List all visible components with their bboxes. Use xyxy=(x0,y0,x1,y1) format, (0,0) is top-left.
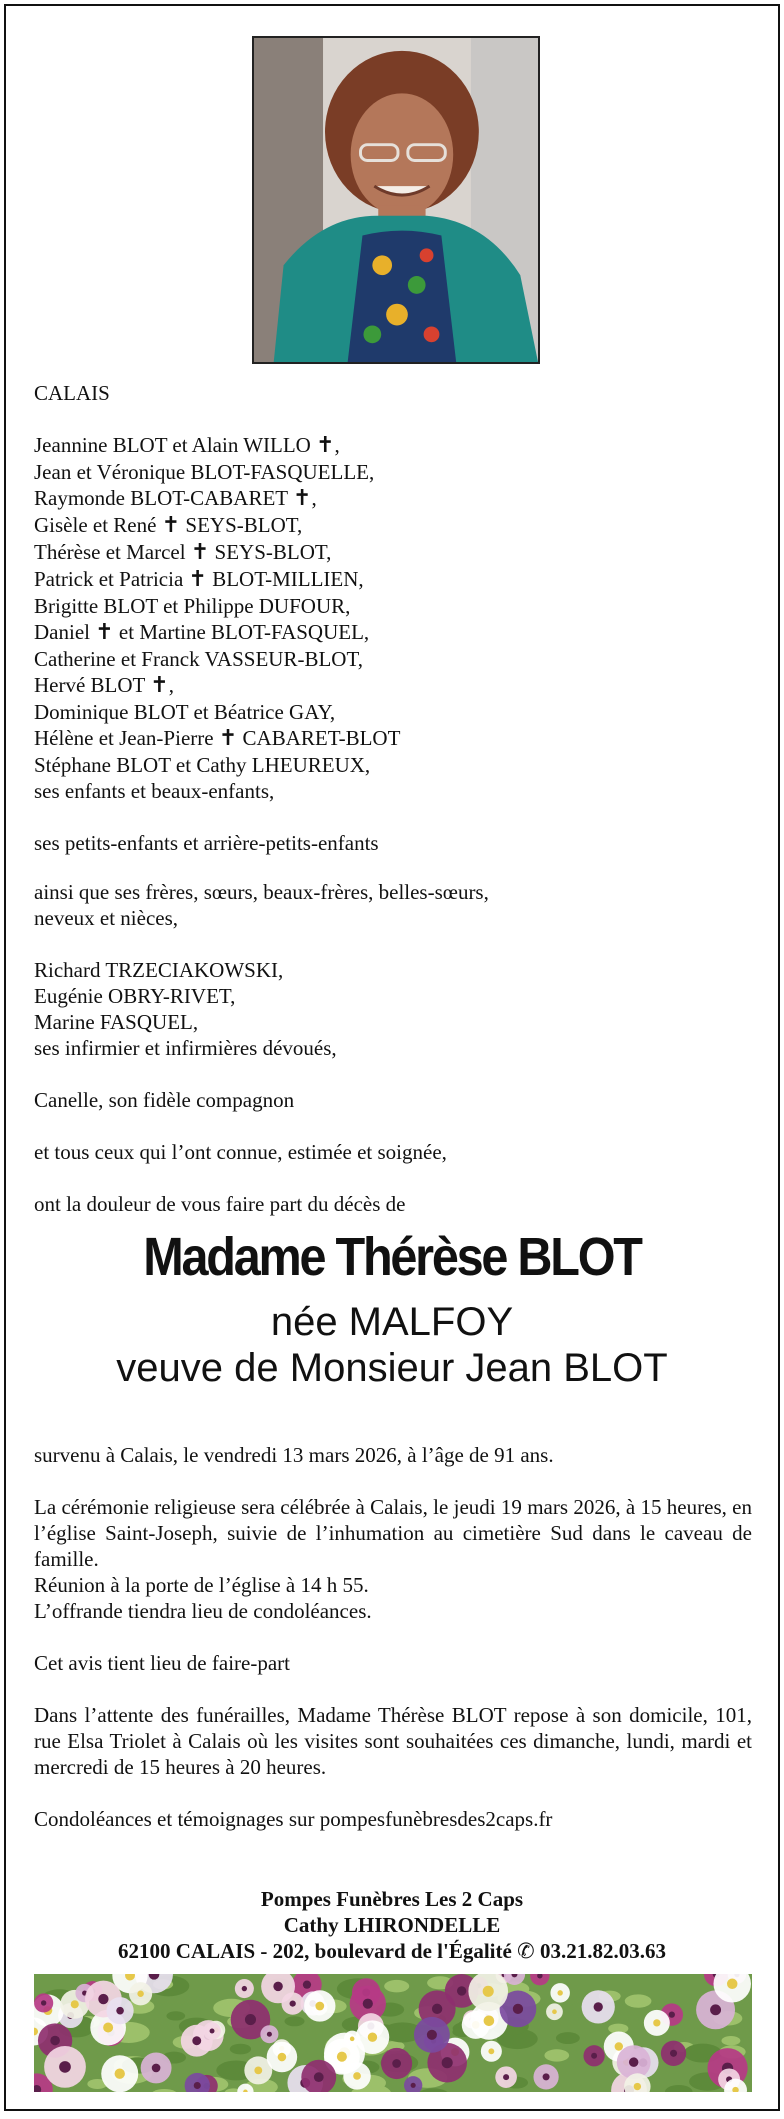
family-line xyxy=(34,778,752,804)
family-line xyxy=(34,619,752,646)
phone-icon: ✆ xyxy=(517,1939,535,1963)
announce-line: ont la douleur de vous faire part du décès de xyxy=(34,1192,406,1216)
cross-icon: ✝ xyxy=(188,567,207,592)
family-line-text: Raymonde BLOT-CABARET xyxy=(34,486,294,510)
companion-line: Canelle, son fidèle compagnon xyxy=(34,1088,295,1112)
condolences-text: Condoléances et témoignages sur pompesfunèbresdes2caps.fr xyxy=(34,1807,553,1831)
family-line xyxy=(34,512,752,539)
family-line xyxy=(34,725,752,752)
meeting-text: Réunion à la porte de l’église à 14 h 55. xyxy=(34,1573,369,1597)
family-line-text: Hélène et Jean-Pierre xyxy=(34,726,219,750)
funeral-home-address-line xyxy=(6,1938,778,1964)
funeral-home-address: 62100 CALAIS - 202, boulevard de l'Égalité xyxy=(118,1939,512,1963)
caregiver-line: Eugénie OBRY-RIVET, xyxy=(34,984,236,1008)
cross-icon: ✝ xyxy=(316,433,335,458)
family-line-text: Catherine et Franck VASSEUR-BLOT, xyxy=(34,647,363,671)
family-line-text: , xyxy=(168,673,174,697)
notice-text: Cet avis tient lieu de faire-part xyxy=(34,1651,290,1675)
family-line-text: Patrick et Patricia xyxy=(34,567,189,591)
siblings-line: neveux et nièces, xyxy=(34,906,179,930)
funeral-home xyxy=(6,1886,778,1964)
family-line-text: CABARET-BLOT xyxy=(237,726,401,750)
death-notice: survenu à Calais, le vendredi 13 mars 2026, à l’âge de 91 ans. xyxy=(34,1443,554,1467)
flower-banner xyxy=(34,1974,752,2092)
family-line-text: Stéphane BLOT et Cathy LHEUREUX, xyxy=(34,753,371,777)
portrait-photo xyxy=(252,36,540,364)
family-line-text: SEYS-BLOT, xyxy=(180,513,303,537)
family-list xyxy=(34,432,752,804)
maiden-name: née MALFOY xyxy=(270,1300,514,1344)
ceremony-text: La cérémonie religieuse sera célébrée à Calais, le jeudi 19 mars 2026, à 15 heures, en l’église Saint-Joseph, suivie de l’inhumation au cimetière Sud dans le caveau de famille. xyxy=(34,1495,752,1571)
family-line-text: Jean et Véronique BLOT-FASQUELLE, xyxy=(34,460,375,484)
funeral-home-phone: 03.21.82.03.63 xyxy=(539,1939,666,1963)
offering-text: L’offrande tiendra lieu de condoléances. xyxy=(34,1599,372,1623)
family-line-text: , xyxy=(311,486,317,510)
siblings-line: ainsi que ses frères, sœurs, beaux-frères, belles-sœurs, xyxy=(34,880,489,904)
family-line xyxy=(34,485,752,512)
ceremony-block xyxy=(34,1494,752,1624)
ceremony-details xyxy=(34,1442,752,1858)
cross-icon: ✝ xyxy=(95,620,114,645)
grandchildren-line: ses petits-enfants et arrière-petits-enfants xyxy=(34,831,379,855)
family-line xyxy=(34,752,752,778)
family-line-text: Jeannine BLOT et Alain WILLO xyxy=(34,433,317,457)
family-line xyxy=(34,672,752,699)
family-line xyxy=(34,539,752,566)
cross-icon: ✝ xyxy=(161,513,181,538)
caregiver-line: Richard TRZECIAKOWSKI, xyxy=(34,958,284,982)
city-heading: CALAIS xyxy=(34,381,110,405)
family-line xyxy=(34,432,752,459)
family-line-text: Dominique BLOT et Béatrice GAY, xyxy=(34,700,336,724)
family-line xyxy=(34,699,752,725)
funeral-home-name: Pompes Funèbres Les 2 Caps xyxy=(260,1887,524,1911)
family-line-text: SEYS-BLOT, xyxy=(209,540,332,564)
family-line xyxy=(34,593,752,619)
notice-body xyxy=(34,380,752,1243)
family-line xyxy=(34,459,752,485)
family-line-text: Gisèle et René xyxy=(34,513,162,537)
family-line-text: et Martine BLOT-FASQUEL, xyxy=(113,620,370,644)
family-line-text: Brigitte BLOT et Philippe DUFOUR, xyxy=(34,594,351,618)
family-line xyxy=(34,566,752,593)
widow-of: veuve de Monsieur Jean BLOT xyxy=(116,1346,668,1390)
cross-icon: ✝ xyxy=(150,673,169,698)
family-line-text: Daniel xyxy=(34,620,96,644)
cross-icon: ✝ xyxy=(190,540,210,565)
cross-icon: ✝ xyxy=(293,486,312,511)
caregiver-line: ses infirmier et infirmières dévoués, xyxy=(34,1036,337,1060)
caregiver-line: Marine FASQUEL, xyxy=(34,1010,199,1034)
visit-text: Dans l’attente des funérailles, Madame Thérèse BLOT repose à son domicile, 101, rue Elsa Triolet à Calais où les visites sont souhaitées ces dimanche, lundi, mardi et mercredi de 15 heures à 20 heures. xyxy=(34,1703,752,1779)
family-line-text: Hervé BLOT xyxy=(34,673,151,697)
caregivers-lines xyxy=(34,957,752,1061)
cross-icon: ✝ xyxy=(218,726,238,751)
family-line xyxy=(34,646,752,672)
obituary-notice xyxy=(4,4,780,2111)
siblings-lines xyxy=(34,879,752,931)
deceased-name: Madame Thérèse BLOT xyxy=(143,1227,641,1287)
others-line: et tous ceux qui l’ont connue, estimée et soignée, xyxy=(34,1140,447,1164)
family-line-text: , xyxy=(334,433,340,457)
family-line-text: BLOT-MILLIEN, xyxy=(206,567,364,591)
family-line-text: ses enfants et beaux-enfants, xyxy=(34,779,275,803)
family-line-text: Thérèse et Marcel xyxy=(34,540,191,564)
funeral-home-contact: Cathy LHIRONDELLE xyxy=(283,1913,501,1937)
